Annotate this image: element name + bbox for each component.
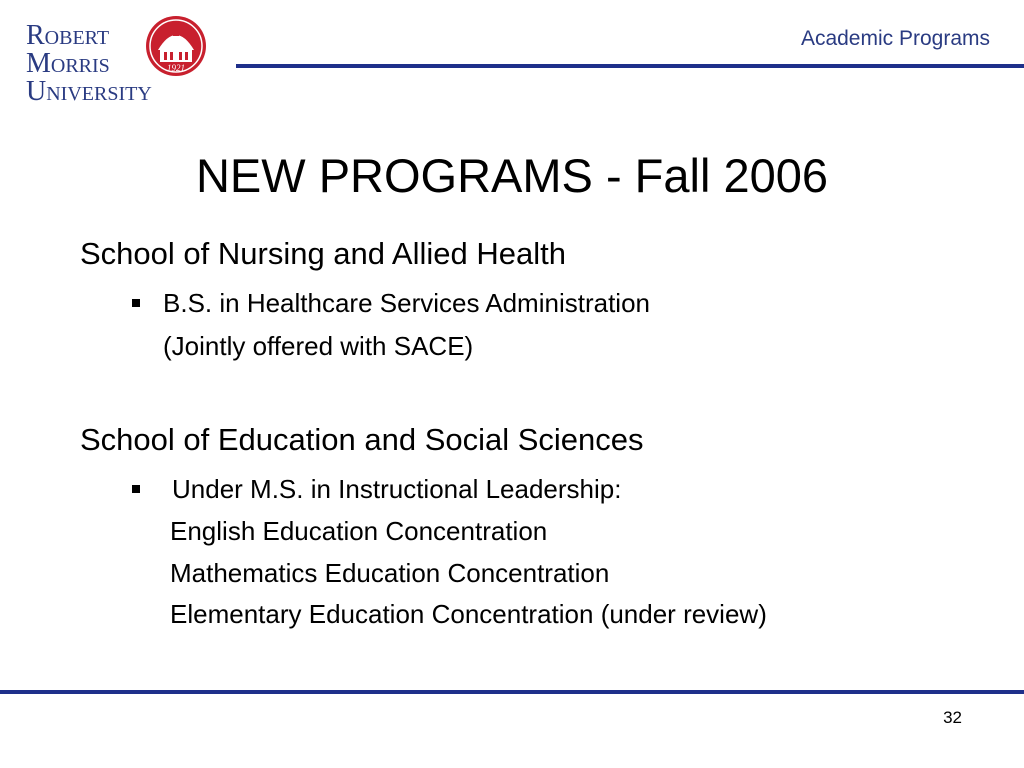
university-logo: [26, 14, 210, 107]
bullet-text: B.S. in Healthcare Services Administration: [163, 288, 650, 318]
concentration-item: English Education Concentration: [170, 516, 548, 546]
square-bullet-icon: [132, 299, 140, 307]
header-divider: [236, 64, 1024, 68]
logo-line-2: Morris: [26, 48, 110, 79]
school-nursing-heading: School of Nursing and Allied Health: [80, 236, 566, 271]
university-seal-icon: [144, 14, 208, 78]
concentration-item: Mathematics Education Concentration: [170, 558, 610, 588]
footer-divider: [0, 690, 1024, 694]
bullet-continuation: (Jointly offered with SACE): [163, 331, 474, 361]
school-education-heading: School of Education and Social Sciences: [80, 422, 644, 457]
bullet-text: Under M.S. in Instructional Leadership:: [172, 474, 622, 504]
seal-year: 1921: [167, 63, 185, 73]
section-title: Academic Programs: [800, 27, 990, 50]
logo-line-1: Robert: [26, 20, 110, 51]
slide-title: NEW PROGRAMS - Fall 2006: [195, 149, 829, 202]
square-bullet-icon: [132, 485, 140, 493]
concentration-item: Elementary Education Concentration (under review): [170, 599, 767, 629]
page-number: 32: [943, 708, 962, 727]
logo-line-3: University: [26, 76, 152, 107]
